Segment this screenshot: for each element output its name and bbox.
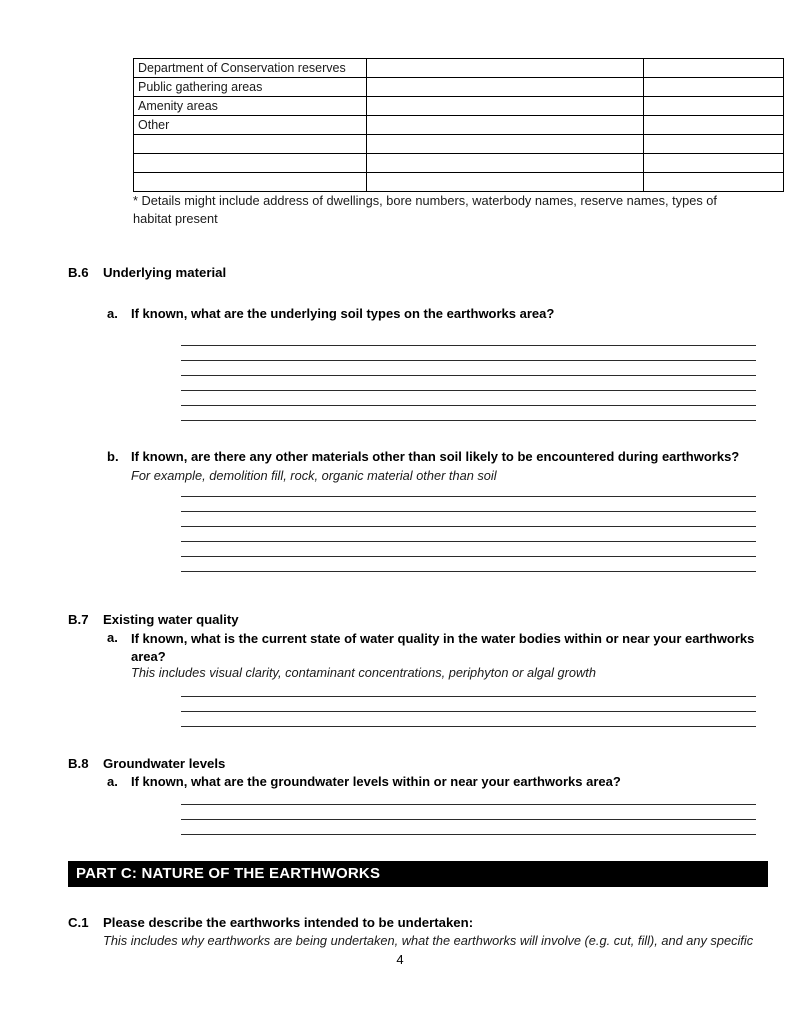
land-details-table: [133, 58, 768, 192]
item-letter-b6b: b.: [107, 449, 119, 464]
table-cell-details[interactable]: [367, 97, 644, 116]
part-c-banner: [68, 861, 768, 887]
answer-line[interactable]: [181, 345, 756, 346]
item-letter-b6a: a.: [107, 306, 118, 321]
answer-line[interactable]: [181, 804, 756, 805]
table-cell-details[interactable]: [367, 116, 644, 135]
table-cell-extra[interactable]: [644, 59, 784, 78]
table-cell-label[interactable]: [134, 154, 367, 173]
answer-line[interactable]: [181, 526, 756, 527]
answer-line[interactable]: [181, 496, 756, 497]
table-cell-label: Other: [134, 116, 367, 135]
section-number-b8: B.8: [68, 756, 89, 771]
table-cell-label: Public gathering areas: [134, 78, 367, 97]
table-cell-label: Department of Conservation reserves: [134, 59, 367, 78]
answer-line[interactable]: [181, 819, 756, 820]
section-title-b8: Groundwater levels: [103, 756, 226, 771]
table-cell-extra[interactable]: [644, 116, 784, 135]
item-note-b7a: This includes visual clarity, contaminant concentrations, periphyton or algal growth: [131, 665, 596, 680]
table-cell-details[interactable]: [367, 78, 644, 97]
table-cell-extra[interactable]: [644, 78, 784, 97]
table-row: [134, 97, 784, 116]
item-letter-b7a: a.: [107, 630, 118, 645]
answer-line[interactable]: [181, 571, 756, 572]
section-number-c1: C.1: [68, 915, 89, 930]
answer-line[interactable]: [181, 711, 756, 712]
answer-line[interactable]: [181, 541, 756, 542]
table-cell-label[interactable]: [134, 135, 367, 154]
answer-line[interactable]: [181, 834, 756, 835]
table-row: [134, 173, 784, 192]
item-question-b6a: If known, what are the underlying soil types on the earthworks area?: [131, 306, 555, 321]
answer-line[interactable]: [181, 696, 756, 697]
item-note-b6b: For example, demolition fill, rock, organic material other than soil: [131, 468, 497, 483]
answer-line[interactable]: [181, 511, 756, 512]
table-cell-details[interactable]: [367, 154, 644, 173]
table-footnote: * Details might include address of dwellings, bore numbers, waterbody names, reserve names, types of habitat present: [133, 193, 717, 226]
table-cell-extra[interactable]: [644, 135, 784, 154]
table-row: [134, 78, 784, 97]
section-title-b6: Underlying material: [103, 265, 227, 280]
item-question-b7a: If known, what is the current state of water quality in the water bodies within or near your earthworks area?: [131, 631, 755, 664]
table-cell-label: Amenity areas: [134, 97, 367, 116]
table-row: [134, 135, 784, 154]
table-cell-details[interactable]: [367, 59, 644, 78]
table-cell-extra[interactable]: [644, 154, 784, 173]
section-number-b6: B.6: [68, 265, 89, 280]
section-title-b7: Existing water quality: [103, 612, 239, 627]
table-row: [134, 59, 784, 78]
page-number: 4: [396, 952, 404, 967]
answer-line[interactable]: [181, 375, 756, 376]
item-letter-b8a: a.: [107, 774, 118, 789]
table-cell-details[interactable]: [367, 135, 644, 154]
table-cell-label[interactable]: [134, 173, 367, 192]
answer-line[interactable]: [181, 726, 756, 727]
table-cell-extra[interactable]: [644, 97, 784, 116]
table-row: [134, 116, 784, 135]
table-row: [134, 154, 784, 173]
section-question-c1: Please describe the earthworks intended to be undertaken:: [103, 915, 474, 930]
section-number-b7: B.7: [68, 612, 89, 627]
table-cell-extra[interactable]: [644, 173, 784, 192]
part-c-banner-label: PART C: NATURE OF THE EARTHWORKS: [76, 865, 381, 882]
table-cell-details[interactable]: [367, 173, 644, 192]
item-question-b6b: If known, are there any other materials other than soil likely to be encountered during earthworks?: [131, 449, 740, 464]
answer-line[interactable]: [181, 360, 756, 361]
answer-line[interactable]: [181, 420, 756, 421]
item-question-b8a: If known, what are the groundwater levels within or near your earthworks area?: [131, 774, 621, 789]
answer-line[interactable]: [181, 390, 756, 391]
section-note-c1: This includes why earthworks are being undertaken, what the earthworks will involve (e.g. cut, fill), and any specific: [103, 933, 754, 948]
answer-line[interactable]: [181, 405, 756, 406]
answer-line[interactable]: [181, 556, 756, 557]
